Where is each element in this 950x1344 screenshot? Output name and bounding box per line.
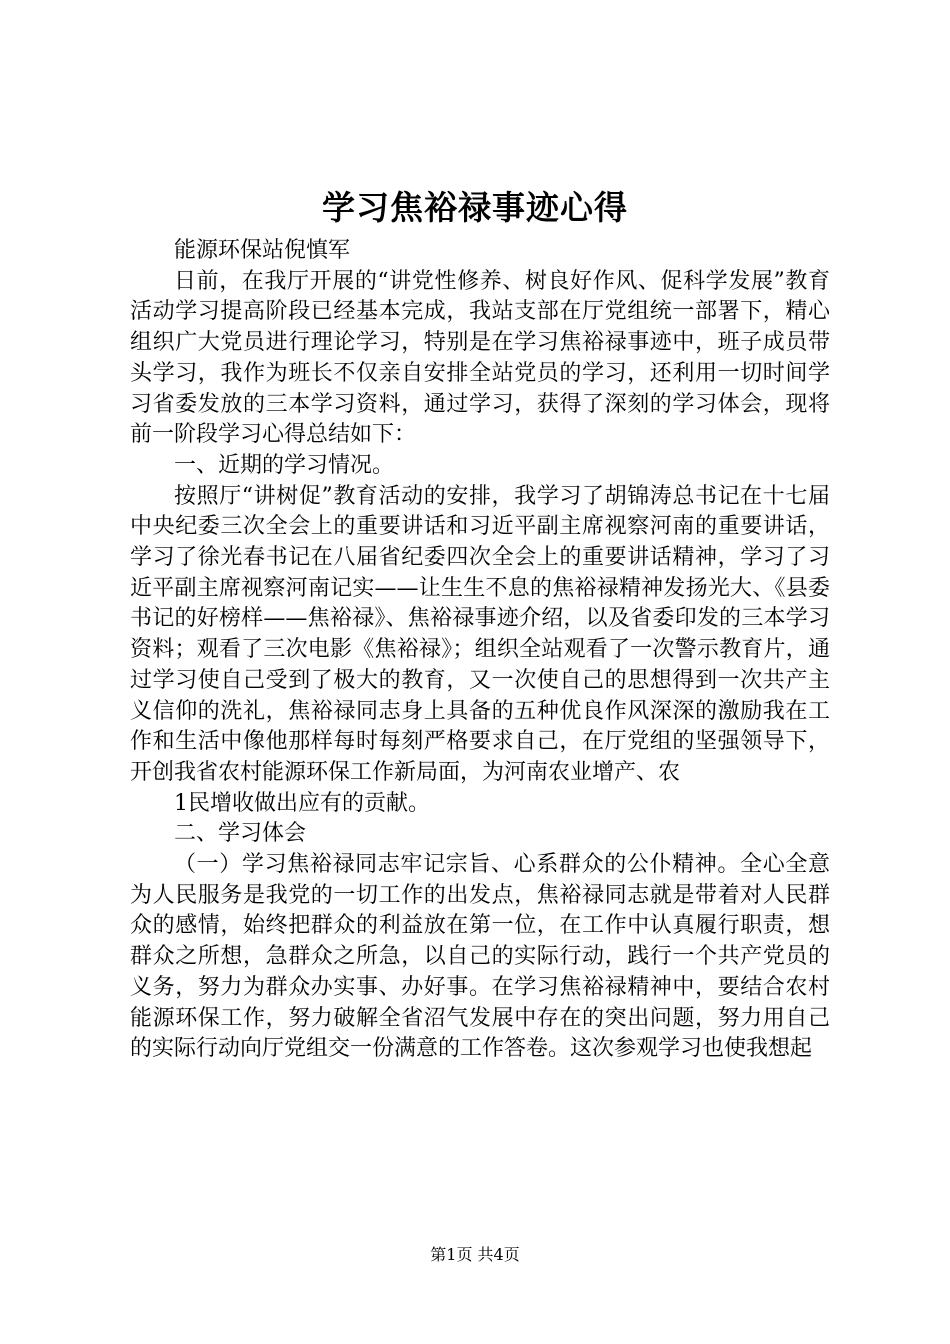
intro-paragraph: 日前，在我厅开展的“讲党性修养、树良好作风、促科学发展”教育活动学习提高阶段已经基本完成，我站支部在厅党组统一部署下，精心组织广大党员进行理论学习，特别是在学习焦裕禄事迹中，班子成员带头学习，我作为班长不仅亲自安排全站党员的学习，还利用一切时间学习省委发放的三本学习资料，通过学习，获得了深刻的学习体会，现将前一阶段学习心得总结如下： [130, 268, 830, 448]
author-line: 能源环保站倪慎军 [174, 238, 351, 263]
page-number: 第1页 共4页 [430, 1245, 520, 1264]
document-title: 学习焦裕禄事迹心得 [322, 188, 628, 227]
section-heading-1: 一、近期的学习情况。 [174, 452, 395, 478]
document-body [130, 236, 830, 1065]
experience-paragraph: （一）学习焦裕禄同志牢记宗旨、心系群众的公仆精神。全心全意为人民服务是我党的一切工作的出发点，焦裕禄同志就是带着对人民群众的感情，始终把群众的利益放在第一位，在工作中认真履行职责，想群众之所想，急群众之所急，以自己的实际行动，践行一个共产党员的义务，努力为群众办实事、办好事。在学习焦裕禄精神中，要结合农村能源环保工作，努力破解全省沼气发展中存在的突出问题，努力用自己的实际行动向厅党组交一份满意的工作答卷。这次参观学习也使我想起 [130, 852, 830, 1062]
study-paragraph: 按照厅“讲树促”教育活动的安排，我学习了胡锦涛总书记在十七届中央纪委三次全会上的重要讲话和习近平副主席视察河南的重要讲话，学习了徐光春书记在八届省纪委四次全会上的重要讲话精神，学习了习近平副主席视察河南记实——让生生不息的焦裕禄精神发扬光大、《县委书记的好榜样——焦裕禄》、焦裕禄事迹介绍，以及省委印发的三本学习资料；观看了三次电影《焦裕禄》；组织全站观看了一次警示教育片，通过学习使自己受到了极大的教育，又一次使自己的思想得到一次共产主义信仰的洗礼，焦裕禄同志身上具备的五种优良作风深深的激励我在工作和生活中像他那样每时每刻严格要求自己，在厅党组的坚强领导下，开创我省农村能源环保工作新局面，为河南农业增产、农 [130, 483, 830, 785]
continuation-line: 1民增收做出应有的贡献。 [174, 790, 430, 816]
section-heading-2: 二、学习体会 [174, 821, 307, 847]
